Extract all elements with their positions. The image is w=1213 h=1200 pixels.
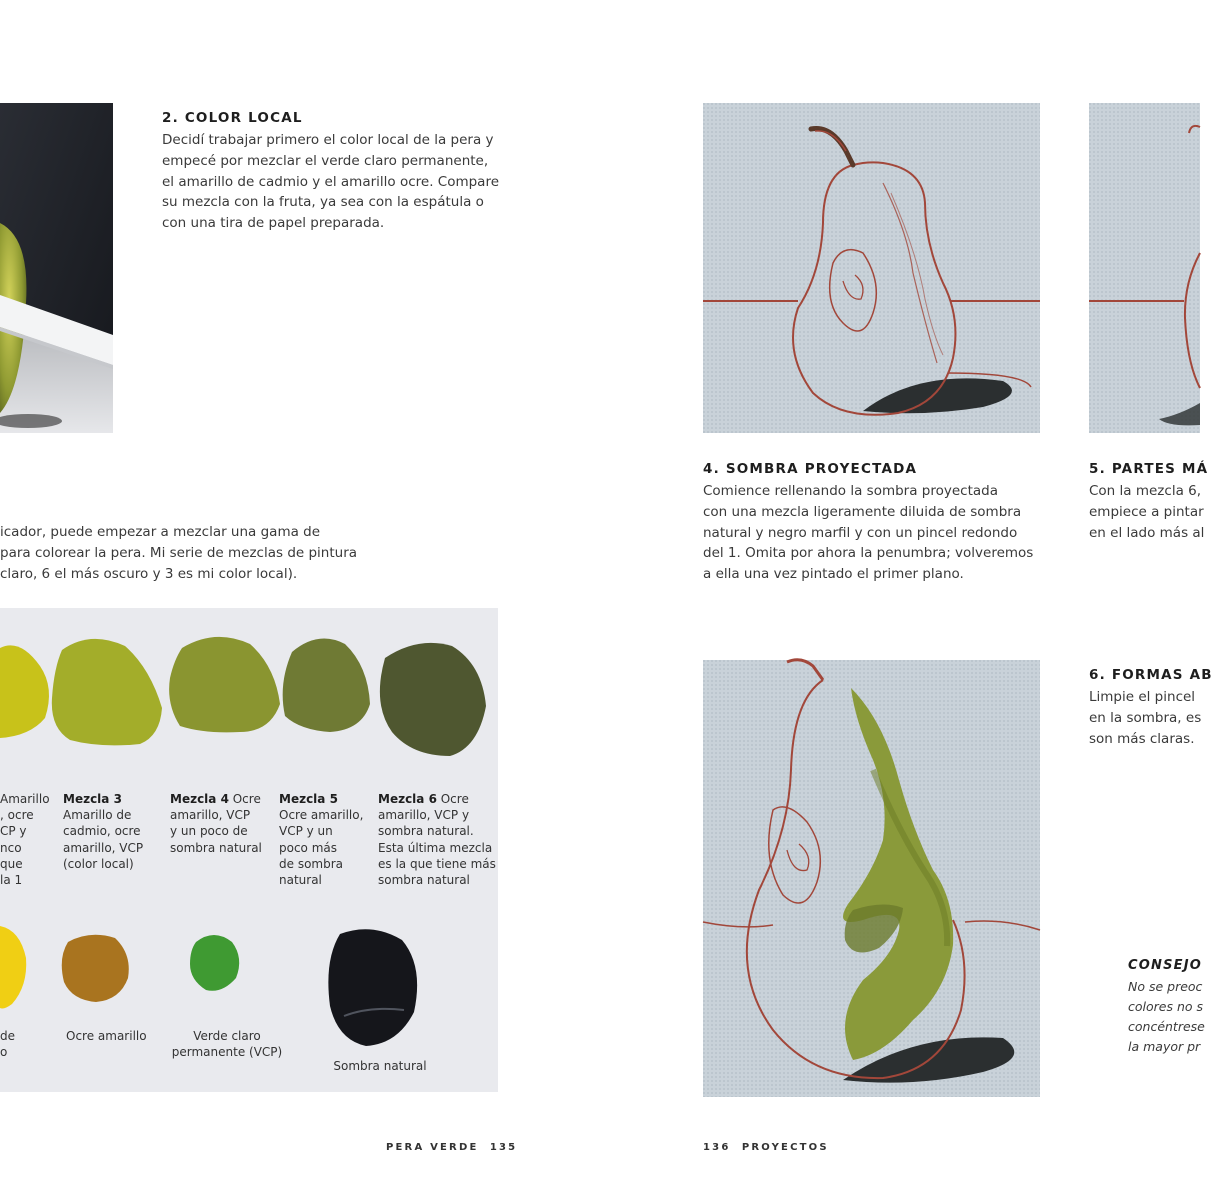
text-line: Ocre [436,792,469,806]
step5-heading: 5. PARTES MÁ [1089,461,1209,477]
text-line: amarillo, VCP [63,840,144,855]
step4-text [703,481,1063,585]
pigment-permanent-light-green [190,935,239,991]
intro-text [0,522,380,584]
text-line: sombra natural. [378,824,474,839]
text-line: de [0,1029,15,1043]
text-line: Con la mezcla 6, [1089,483,1202,499]
text-line: Esta última mezcla [378,840,493,855]
text-line: del 1. Omita por ahora la penumbra; volveremos [703,545,1034,562]
text-line: (color local) [63,856,134,871]
text-line: Ocre [228,792,261,806]
text-line: , ocre [0,808,34,823]
step6-text [1089,687,1200,749]
text-line: en el lado más al [1089,524,1205,541]
step6-image [703,660,1040,1097]
text-line: amarillo, VCP y [378,808,470,823]
text-line: natural [279,873,322,888]
text-line: sombra natural [170,840,262,855]
text-line: empecé por mezclar el verde claro permanente, [162,152,489,169]
text-line: Amarillo de [63,808,132,823]
pigment-yellow-ochre [62,935,129,1002]
swatch-mix-2 [0,645,49,738]
left-folio: PERA VERDE 135 [386,1142,518,1153]
text-line: en la sombra, es [1089,709,1202,726]
text-line: icador, puede empezar a mezclar una gama de [0,524,321,540]
mix-caption-4 [170,791,275,856]
step5-text [1089,481,1205,543]
pigment-caption-umber [320,1058,440,1074]
text-line: Amarillo [0,792,50,806]
pigment-caption-green [162,1028,292,1060]
mix-name: Mezcla 3 [63,792,122,806]
text-line: poco más [279,840,338,855]
pigment-caption-cadmium [0,1028,30,1060]
tip-text [1128,977,1205,1057]
text-line: de sombra [279,856,344,871]
step6-heading: 6. FORMAS AB [1089,667,1213,683]
mix-name: Mezcla 4 [170,792,229,806]
swatch-mix-4 [169,637,280,733]
step5-image [1089,103,1200,433]
text-line: claro, 6 el más oscuro y 3 es mi color local). [0,565,298,582]
step4-image [703,103,1040,433]
text-line: No se preoc [1128,979,1203,994]
text-line: con una tira de papel preparada. [162,215,385,232]
text-line: Decidí trabajar primero el color local de la pera y [162,132,494,148]
text-line: concéntrese [1128,1019,1205,1034]
text-line: o [0,1045,8,1060]
text-line: la mayor pr [1128,1039,1201,1054]
mix-caption-5 [279,791,374,888]
mix-caption-2 [0,791,60,888]
swatch-mix-3 [52,639,162,745]
text-line: VCP y un [279,824,333,839]
text-line: permanente (VCP) [171,1045,283,1060]
text-line: Sombra natural [333,1059,427,1073]
swatch-mix-5 [283,639,370,732]
step4-heading: 4. SOMBRA PROYECTADA [703,461,918,477]
swatch-mix-6 [380,643,486,756]
text-line: colores no s [1128,999,1204,1014]
text-line: la 1 [0,873,23,888]
text-line: y un poco de [170,824,248,839]
pigment-caption-ochre [66,1028,176,1044]
text-line: Verde claro [193,1029,261,1043]
right-folio: 136 PROYECTOS [703,1142,829,1153]
pear-photo [0,103,113,433]
text-line: nco [0,840,22,855]
text-line: Ocre amarillo, [279,808,364,823]
text-line: Comience rellenando la sombra proyectada [703,483,998,499]
text-line: cadmio, ocre [63,824,141,839]
tip-heading: CONSEJO [1128,958,1203,973]
text-line: son más claras. [1089,730,1195,747]
text-line: empiece a pintar [1089,503,1204,520]
text-line: con una mezcla ligeramente diluida de sombra [703,503,1022,520]
text-line: a ella una vez pintado el primer plano. [703,566,964,583]
text-line: Ocre amarillo [66,1029,147,1043]
text-line: Limpie el pincel [1089,689,1196,705]
text-line: sombra natural [378,873,470,888]
pigment-raw-umber [328,929,417,1046]
mix-caption-3 [63,791,163,872]
mix-caption-6 [378,791,496,888]
text-line: natural y negro marfil y con un pincel redondo [703,524,1018,541]
text-line: el amarillo de cadmio y el amarillo ocre. Compare [162,173,500,190]
text-line: es la que tiene más [378,856,496,871]
text-line: su mezcla con la fruta, ya sea con la espátula o [162,194,484,211]
text-line: para colorear la pera. Mi serie de mezclas de pintura [0,544,358,561]
text-line: CP y [0,824,27,839]
step2-text [162,130,522,234]
paint-mixes-panel [0,608,498,1092]
step2-heading: 2. COLOR LOCAL [162,110,303,126]
text-line: que [0,856,23,871]
pigment-cadmium-yellow [0,926,26,1009]
mix-name: Mezcla 6 [378,792,437,806]
text-line: amarillo, VCP [170,808,251,823]
mix-name: Mezcla 5 [279,792,338,806]
